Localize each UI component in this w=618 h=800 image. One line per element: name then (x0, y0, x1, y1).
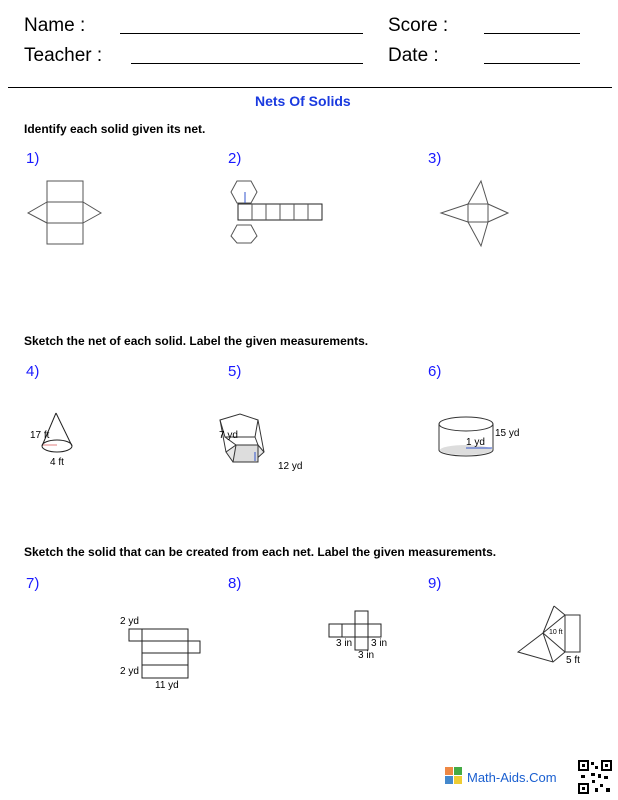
problem-number: 6) (428, 363, 442, 380)
problem-number: 8) (228, 575, 242, 592)
measure-label: 7 yd (219, 430, 238, 441)
measure-label: 10 ft (549, 629, 563, 636)
brand-link[interactable]: Math-Aids.Com (467, 770, 557, 785)
instruction-2: Sketch the net of each solid. Label the given measurements. (24, 334, 369, 348)
net-rectangular-prism (129, 629, 200, 678)
measure-label: 2 yd (120, 666, 139, 677)
name-label: Name : (24, 15, 86, 36)
instruction-3: Sketch the solid that can be created from each net. Label the given measurements. (24, 545, 497, 559)
date-label: Date : (388, 45, 439, 66)
problem-number: 9) (428, 575, 442, 592)
net-triangular-prism (28, 181, 101, 244)
measure-label: 3 in (371, 638, 388, 649)
page-title: Nets Of Solids (255, 93, 351, 109)
measure-label: 3 in (358, 650, 375, 661)
qr-code-icon (578, 760, 612, 794)
problem-number: 1) (26, 150, 40, 167)
teacher-label: Teacher : (24, 45, 103, 66)
measure-label: 2 yd (120, 616, 139, 627)
problem-number: 7) (26, 575, 40, 592)
measure-label: 5 ft (566, 655, 580, 666)
problem-number: 4) (26, 363, 40, 380)
calculator-icon (445, 767, 463, 785)
score-label: Score : (388, 15, 449, 36)
measure-label: 3 in (336, 638, 353, 649)
measure-label: 17 ft (30, 430, 50, 441)
problem-number: 3) (428, 150, 442, 167)
problem-number: 5) (228, 363, 242, 380)
net-hexagonal-prism (231, 181, 322, 243)
measure-label: 15 yd (495, 428, 520, 439)
measure-label: 1 yd (466, 437, 485, 448)
measure-label: 11 yd (155, 680, 179, 691)
net-square-pyramid (441, 181, 508, 246)
problem-number: 2) (228, 150, 242, 167)
measure-label: 4 ft (50, 457, 64, 468)
measure-label: 12 yd (278, 461, 303, 472)
instruction-1: Identify each solid given its net. (24, 122, 206, 136)
